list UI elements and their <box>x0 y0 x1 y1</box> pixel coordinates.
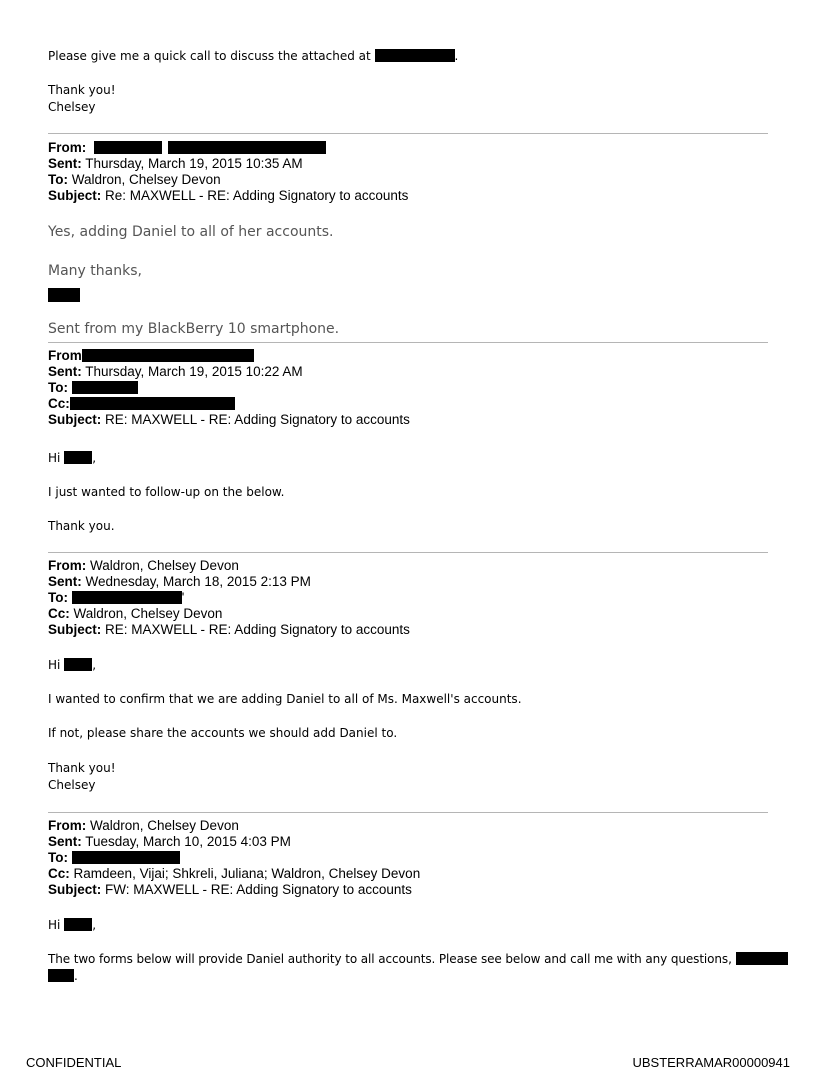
redaction-block <box>168 141 326 154</box>
thanks-text: Thank you! <box>48 83 116 97</box>
divider <box>48 133 768 134</box>
to-label: To: <box>48 850 68 865</box>
body-text <box>48 968 78 984</box>
message-line <box>48 48 458 64</box>
to-label: To: <box>48 380 68 395</box>
signature: Chelsey <box>48 100 96 114</box>
subject-value: RE: MAXWELL - RE: Adding Signatory to accounts <box>105 412 410 427</box>
body-text: I wanted to confirm that we are adding Daniel to all of Ms. Maxwell's accounts. <box>48 692 522 706</box>
cc-label: Cc: <box>48 606 70 621</box>
thanks-text: Thank you! <box>48 761 116 775</box>
sent-value: Wednesday, March 18, 2015 2:13 PM <box>85 574 311 589</box>
bates-number: UBSTERRAMAR00000941 <box>632 1055 790 1070</box>
cc-label: Cc: <box>48 866 70 881</box>
redaction-block <box>64 658 92 671</box>
email-to <box>48 850 180 866</box>
punctuation: , <box>92 658 97 672</box>
from-label: From: <box>48 558 87 573</box>
redaction-block <box>72 381 138 394</box>
sent-label: Sent: <box>48 574 82 589</box>
redaction-block <box>94 141 162 154</box>
greeting <box>48 450 96 466</box>
redaction-block <box>64 451 92 464</box>
body-text: I just wanted to follow-up on the below. <box>48 485 285 499</box>
email-to <box>48 590 184 606</box>
to-label: To: <box>48 590 68 605</box>
body-text: Many thanks, <box>48 263 142 279</box>
confidential-label: CONFIDENTIAL <box>26 1055 122 1070</box>
sent-label: Sent: <box>48 834 82 849</box>
redaction-block <box>48 288 80 302</box>
sent-label: Sent: <box>48 364 82 379</box>
redaction-block <box>72 591 182 604</box>
email-sent <box>48 574 311 590</box>
email-sent <box>48 156 303 172</box>
email-from <box>48 818 239 834</box>
email-sent <box>48 364 303 380</box>
redacted-signature <box>48 285 80 304</box>
cc-value: Ramdeen, Vijai; Shkreli, Juliana; Waldron, Chelsey Devon <box>73 866 421 881</box>
body-text <box>48 951 788 967</box>
to-label: To: <box>48 172 68 187</box>
greeting <box>48 917 96 933</box>
punctuation: . <box>74 969 78 983</box>
redaction-block <box>64 918 92 931</box>
punctuation: ' <box>181 590 185 605</box>
body-text: If not, please share the accounts we should add Daniel to. <box>48 726 398 740</box>
subject-value: Re: MAXWELL - RE: Adding Signatory to accounts <box>105 188 409 203</box>
signature: Chelsey <box>48 778 96 792</box>
email-subject <box>48 622 410 638</box>
from-value: Waldron, Chelsey Devon <box>90 818 239 833</box>
greeting <box>48 657 96 673</box>
redaction-block <box>72 851 180 864</box>
from-label: From <box>48 348 82 363</box>
body-line: The two forms below will provide Daniel authority to all accounts. Please see below and call me with any questions, <box>48 952 732 966</box>
redaction-block <box>375 49 455 62</box>
sent-value: Thursday, March 19, 2015 10:22 AM <box>85 364 303 379</box>
greeting-text: Hi <box>48 658 61 672</box>
email-cc <box>48 866 420 882</box>
email-to <box>48 172 221 188</box>
subject-label: Subject: <box>48 412 102 427</box>
email-subject <box>48 412 410 428</box>
email-from <box>48 558 239 574</box>
sent-value: Thursday, March 19, 2015 10:35 AM <box>85 156 303 171</box>
redaction-block <box>70 397 235 410</box>
divider <box>48 812 768 813</box>
email-cc <box>48 606 222 622</box>
to-value: Waldron, Chelsey Devon <box>71 172 221 187</box>
redaction-block <box>736 952 788 965</box>
redaction-block <box>82 349 254 362</box>
subject-label: Subject: <box>48 882 102 897</box>
divider <box>48 552 768 553</box>
cc-value: Waldron, Chelsey Devon <box>73 606 223 621</box>
email-subject <box>48 188 408 204</box>
punctuation: . <box>454 49 459 63</box>
email-from <box>48 140 326 156</box>
email-cc <box>48 396 235 412</box>
subject-label: Subject: <box>48 622 102 637</box>
body-text: Sent from my BlackBerry 10 smartphone. <box>48 321 340 337</box>
subject-label: Subject: <box>48 188 102 203</box>
email-subject <box>48 882 412 898</box>
email-to <box>48 380 138 396</box>
email-from <box>48 348 254 364</box>
from-value: Waldron, Chelsey Devon <box>90 558 239 573</box>
body-text: Please give me a quick call to discuss the attached at <box>48 49 371 63</box>
sent-label: Sent: <box>48 156 82 171</box>
punctuation: , <box>92 451 97 465</box>
from-label: From: <box>48 140 87 155</box>
body-text: Yes, adding Daniel to all of her accounts. <box>48 224 334 240</box>
sent-value: Tuesday, March 10, 2015 4:03 PM <box>85 834 291 849</box>
cc-label: Cc: <box>48 396 70 411</box>
subject-value: RE: MAXWELL - RE: Adding Signatory to accounts <box>105 622 410 637</box>
punctuation: , <box>92 918 97 932</box>
greeting-text: Hi <box>48 918 61 932</box>
greeting-text: Hi <box>48 451 61 465</box>
redaction-block <box>48 969 74 982</box>
body-text: Thank you. <box>48 519 115 533</box>
divider <box>48 342 768 343</box>
subject-value: FW: MAXWELL - RE: Adding Signatory to accounts <box>105 882 412 897</box>
email-sent <box>48 834 291 850</box>
from-label: From: <box>48 818 87 833</box>
